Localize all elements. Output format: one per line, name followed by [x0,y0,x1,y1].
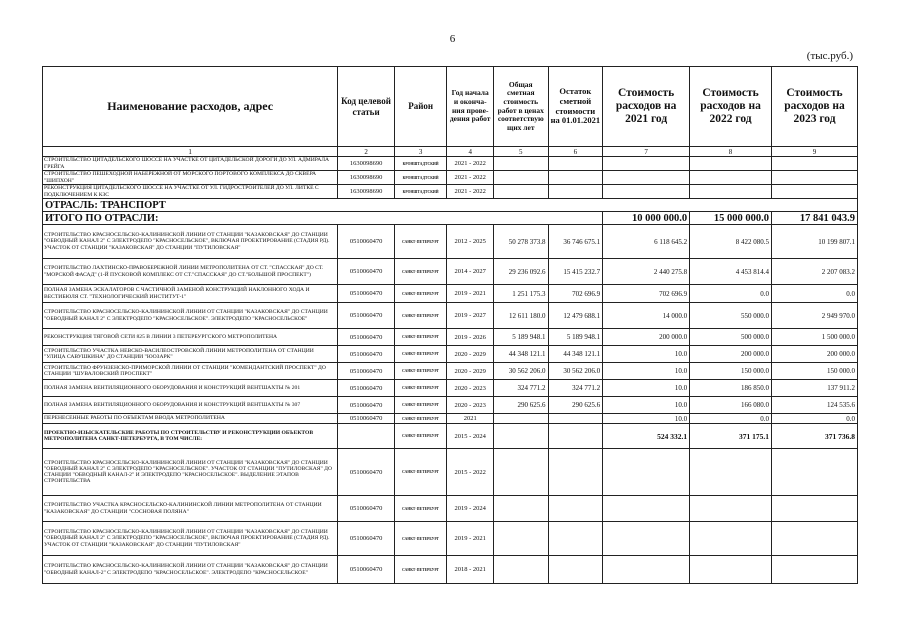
row-remaining-cost: 702 696.9 [548,285,603,303]
row-years: 2020 - 2023 [447,397,494,414]
row-district: САНКТ-ПЕТЕРБУРГ [394,522,447,556]
table-row [43,185,858,199]
row-years: 2019 - 2027 [447,303,494,329]
row-total-cost: 5 189 948.1 [493,329,548,346]
table-row [43,259,858,285]
row-years: 2021 - 2022 [447,171,494,185]
table-row [43,157,858,171]
row-cost-2021 [603,171,690,185]
row-cost-2022: 0.0 [690,414,772,424]
row-code: 0510060470 [338,225,395,259]
row-district: САНКТ-ПЕТЕРБУРГ [394,285,447,303]
row-name: СТРОИТЕЛЬСТВО УЧАСТКА КРАСНОСЕЛЬСКО-КАЛИНИНСКОЙ ЛИНИИ МЕТРОПОЛИТЕНА ОТ СТАНЦИИ "КАЗАКОВСКАЯ" ДО СТАНЦИИ "СОСНОВАЯ ПОЛЯНА" [43,496,338,522]
row-name: СТРОИТЕЛЬСТВО ЦИТАДЕЛЬСКОГО ШОССЕ НА УЧАСТКЕ ОТ ЦИТАДЕЛЬСКОЙ ДОРОГИ ДО УЛ. АДМИРАЛА ГРЕЙГА [43,157,338,171]
row-cost-2021: 10.0 [603,363,690,380]
row-cost-2021: 10.0 [603,380,690,397]
row-remaining-cost [548,449,603,496]
row-name: ПОЛНАЯ ЗАМЕНА ЭСКАЛАТОРОВ С ЧАСТИЧНОЙ ЗАМЕНОЙ КОНСТРУКЦИЙ НАКЛОННОГО ХОДА И ВЕСТИБЮЛЯ СТ. "ТЕХНОЛОГИЧЕСКИЙ ИНСТИТУТ-1" [43,285,338,303]
row-cost-2023 [771,185,857,199]
row-cost-2021: 10.0 [603,346,690,363]
total-2022: 15 000 000.0 [690,212,772,225]
row-code: 0510060470 [338,363,395,380]
row-remaining-cost [548,424,603,449]
section-row [43,199,858,212]
row-cost-2022: 166 080.0 [690,397,772,414]
row-total-cost [493,522,548,556]
row-cost-2022 [690,157,772,171]
row-district: САНКТ-ПЕТЕРБУРГ [394,414,447,424]
row-cost-2021: 14 000.0 [603,303,690,329]
row-cost-2022 [690,556,772,584]
row-cost-2023: 10 199 807.1 [771,225,857,259]
row-remaining-cost [548,171,603,185]
column-number: 1 [43,147,338,157]
row-cost-2023: 2 207 083.2 [771,259,857,285]
row-district: КРОНШТАДТСКИЙ [394,185,447,199]
row-code: 0510060470 [338,449,395,496]
table-row [43,449,858,496]
row-code: 1630098690 [338,171,395,185]
row-name: СТРОИТЕЛЬСТВО ПЕШЕХОДНОЙ НАБЕРЕЖНОЙ ОТ МОРСКОГО ПОРТОВОГО КОМПЛЕКСА ДО СКВЕРА "ШИПХОН" [43,171,338,185]
budget-table [42,66,858,584]
table-row [43,397,858,414]
row-code: 0510060470 [338,414,395,424]
row-name: СТРОИТЕЛЬСТВО КРАСНОСЕЛЬСКО-КАЛИНИНСКОЙ ЛИНИИ ОТ СТАНЦИИ "КАЗАКОВСКАЯ" ДО СТАНЦИИ "ОБВОДНЫЙ КАНАЛ 2" С ЭЛЕКТРОДЕПО "КРАСНОСЕЛЬСКОЕ". ЭЛЕКТРОДЕПО "КРАСНОСЕЛЬСКОЕ" [43,303,338,329]
row-years: 2018 - 2021 [447,556,494,584]
row-code: 0510060470 [338,303,395,329]
header-code: Код целевой статьи [338,67,395,147]
row-years: 2019 - 2024 [447,496,494,522]
row-cost-2023 [771,496,857,522]
row-name: ПОЛНАЯ ЗАМЕНА ВЕНТИЛЯЦИОННОГО ОБОРУДОВАНИЯ И КОНСТРУКЦИЙ ВЕНТШАХТЫ № 307 [43,397,338,414]
unit-label: (тыс.руб.) [806,50,853,62]
column-number-row [43,147,858,157]
section-title: ОТРАСЛЬ: ТРАНСПОРТ [43,199,858,212]
row-total-cost: 44 348 121.1 [493,346,548,363]
row-district: САНКТ-ПЕТЕРБУРГ [394,380,447,397]
row-total-cost: 12 611 180.0 [493,303,548,329]
row-cost-2023 [771,171,857,185]
row-remaining-cost: 44 348 121.1 [548,346,603,363]
row-total-cost: 29 236 092.6 [493,259,548,285]
row-years: 2012 - 2025 [447,225,494,259]
row-total-cost [493,157,548,171]
row-total-cost: 1 251 175.3 [493,285,548,303]
row-cost-2022 [690,171,772,185]
table-row [43,496,858,522]
table-row [43,225,858,259]
row-district: САНКТ-ПЕТЕРБУРГ [394,424,447,449]
row-district: САНКТ-ПЕТЕРБУРГ [394,329,447,346]
row-cost-2023: 0.0 [771,414,857,424]
row-district: КРОНШТАДТСКИЙ [394,171,447,185]
table-row [43,522,858,556]
column-number: 4 [447,147,494,157]
row-cost-2022: 500 000.0 [690,329,772,346]
header-district: Район [394,67,447,147]
row-total-cost [493,414,548,424]
row-cost-2022: 150 000.0 [690,363,772,380]
row-years: 2019 - 2021 [447,522,494,556]
row-name: ПРОЕКТНО-ИЗЫСКАТЕЛЬСКИЕ РАБОТЫ ПО СТРОИТЕЛЬСТВУ И РЕКОНСТРУКЦИИ ОБЪЕКТОВ МЕТРОПОЛИТЕНА САНКТ-ПЕТЕРБУРГА, В ТОМ ЧИСЛЕ: [43,424,338,449]
header-years: Год начала и оконча-ния прове-дения работ [447,67,494,147]
row-total-cost [493,185,548,199]
row-years: 2019 - 2021 [447,285,494,303]
row-name: ПЕРЕНЕСЕННЫЕ РАБОТЫ ПО ОБЪЕКТАМ ВВОДА МЕТРОПОЛИТЕНА [43,414,338,424]
row-cost-2022 [690,185,772,199]
row-remaining-cost [548,157,603,171]
row-name: СТРОИТЕЛЬСТВО КРАСНОСЕЛЬСКО-КАЛИНИНСКОЙ ЛИНИИ ОТ СТАНЦИИ "КАЗАКОВСКАЯ" ДО СТАНЦИИ "ОБВОДНЫЙ КАНАЛ 2" С ЭЛЕКТРОДЕПО "КРАСНОСЕЛЬСКОЕ", ВКЛЮЧАЯ ПРОЕКТИРОВАНИЕ (СТАДИЯ РД). УЧАСТОК ОТ СТАНЦИИ "КАЗАКОВСКАЯ" ДО СТАНЦИИ "ПУТИЛОВСКАЯ" [43,522,338,556]
row-cost-2022: 550 000.0 [690,303,772,329]
row-cost-2023: 124 535.6 [771,397,857,414]
row-name: СТРОИТЕЛЬСТВО УЧАСТКА НЕВСКО-ВАСИЛЕОСТРОВСКОЙ ЛИНИИ МЕТРОПОЛИТЕНА ОТ СТАНЦИИ "УЛИЦА САВУШКИНА" ДО СТАНЦИИ "ЮОЗАРК" [43,346,338,363]
page-number: 6 [449,33,456,45]
table-row [43,346,858,363]
row-cost-2021 [603,449,690,496]
row-total-cost [493,424,548,449]
row-cost-2022 [690,496,772,522]
row-district: САНКТ-ПЕТЕРБУРГ [394,496,447,522]
row-cost-2021 [603,496,690,522]
row-years: 2019 - 2026 [447,329,494,346]
row-cost-2021: 2 440 275.8 [603,259,690,285]
row-remaining-cost: 30 562 206.0 [548,363,603,380]
row-district: КРОНШТАДТСКИЙ [394,157,447,171]
row-name: СТРОИТЕЛЬСТВО ЛАХТИНСКО-ПРАВОБЕРЕЖНОЙ ЛИНИИ МЕТРОПОЛИТЕНА ОТ СТ. "СПАССКАЯ" ДО СТ. "МОРСКОЙ ФАСАД" (1-Й ПУСКОВОЙ КОМПЛЕКС ОТ СТ."СПАССКАЯ" ДО СТ."БОЛЬШОЙ ПРОСПЕКТ") [43,259,338,285]
row-remaining-cost [548,556,603,584]
row-code: 0510060470 [338,346,395,363]
row-years: 2020 - 2029 [447,346,494,363]
row-code: 0510060470 [338,397,395,414]
row-code: 0510060470 [338,285,395,303]
total-2023: 17 841 043.9 [771,212,857,225]
row-total-cost: 30 562 206.0 [493,363,548,380]
row-total-cost: 290 625.6 [493,397,548,414]
row-remaining-cost [548,496,603,522]
row-cost-2021 [603,185,690,199]
row-total-cost: 50 278 373.8 [493,225,548,259]
row-cost-2022: 8 422 080.5 [690,225,772,259]
row-code: 0510060470 [338,259,395,285]
row-years: 2014 - 2027 [447,259,494,285]
row-total-cost [493,496,548,522]
row-remaining-cost: 12 479 688.1 [548,303,603,329]
header-name: Наименование расходов, адрес [43,67,338,147]
row-total-cost: 324 771.2 [493,380,548,397]
column-number: 7 [603,147,690,157]
row-remaining-cost: 324 771.2 [548,380,603,397]
column-number: 3 [394,147,447,157]
row-cost-2021: 6 118 645.2 [603,225,690,259]
row-name: РЕКОНСТРУКЦИЯ ТЯГОВОЙ СЕТИ 825 В ЛИНИИ 3 ПЕТЕРБУРГСКОГО МЕТРОПОЛИТЕНА [43,329,338,346]
row-cost-2023: 150 000.0 [771,363,857,380]
header-cost-2023: Стоимость расходов на 2023 год [771,67,857,147]
row-years: 2021 [447,414,494,424]
row-cost-2021: 200 000.0 [603,329,690,346]
row-cost-2023: 200 000.0 [771,346,857,363]
row-cost-2023 [771,157,857,171]
row-years: 2015 - 2022 [447,449,494,496]
table-row [43,285,858,303]
row-cost-2021: 10.0 [603,397,690,414]
column-number: 2 [338,147,395,157]
row-district: САНКТ-ПЕТЕРБУРГ [394,259,447,285]
row-cost-2023: 1 500 000.0 [771,329,857,346]
row-name: СТРОИТЕЛЬСТВО ФРУНЗЕНСКО-ПРИМОРСКОЙ ЛИНИИ ОТ СТАНЦИИ "КОМЕНДАНТСКИЙ ПРОСПЕКТ" ДО СТАНЦИИ "ШУВАЛОВСКИЙ ПРОСПЕКТ" [43,363,338,380]
row-remaining-cost: 15 415 232.7 [548,259,603,285]
row-cost-2022 [690,522,772,556]
row-name: СТРОИТЕЛЬСТВО КРАСНОСЕЛЬСКО-КАЛИНИНСКОЙ ЛИНИИ ОТ СТАНЦИИ "КАЗАКОВСКАЯ" ДО СТАНЦИИ "ОБВОДНЫЙ КАНАЛ 2" С ЭЛЕКТРОДЕПО "КРАСНОСЕЛЬСКОЕ". УЧАСТОК ОТ СТАНЦИИ "ПУТИЛОВСКАЯ" ДО СТАНЦИИ "ОБВОДНЫЙ КАНАЛ-2" И ЭЛЕКТРОДЕПО "КРАСНОСЕЛЬСКОЕ". ВЫДЕЛЕНИЕ ЭТАПОВ СТРОИТЕЛЬСТВА [43,449,338,496]
total-row [43,212,858,225]
row-code: 0510060470 [338,522,395,556]
row-cost-2022 [690,449,772,496]
row-cost-2023: 2 949 970.0 [771,303,857,329]
row-cost-2022: 4 453 814.4 [690,259,772,285]
row-cost-2022: 200 000.0 [690,346,772,363]
row-years: 2020 - 2023 [447,380,494,397]
row-cost-2021: 524 332.1 [603,424,690,449]
main-rows [43,225,858,584]
row-district: САНКТ-ПЕТЕРБУРГ [394,363,447,380]
row-name: СТРОИТЕЛЬСТВО КРАСНОСЕЛЬСКО-КАЛИНИНСКОЙ ЛИНИИ ОТ СТАНЦИИ "КАЗАКОВСКАЯ" ДО СТАНЦИИ "ОБВОДНЫЙ КАНАЛ 2" С ЭЛЕКТРОДЕПО "КРАСНОСЕЛЬСКОЕ", ВКЛЮЧАЯ ПРОЕКТИРОВАНИЕ (СТАДИЯ РД). УЧАСТОК ОТ СТАНЦИИ "КАЗАКОВСКАЯ" ДО СТАНЦИИ "ПУТИЛОВСКАЯ" [43,225,338,259]
row-cost-2022: 371 175.1 [690,424,772,449]
row-code [338,424,395,449]
row-cost-2022: 186 850.0 [690,380,772,397]
row-cost-2021 [603,522,690,556]
row-cost-2023 [771,556,857,584]
row-cost-2023: 0.0 [771,285,857,303]
row-district: САНКТ-ПЕТЕРБУРГ [394,225,447,259]
column-number: 5 [493,147,548,157]
row-name: ПОЛНАЯ ЗАМЕНА ВЕНТИЛЯЦИОННОГО ОБОРУДОВАНИЯ И КОНСТРУКЦИЙ ВЕНТШАХТЫ № 201 [43,380,338,397]
column-number: 8 [690,147,772,157]
row-code: 0510060470 [338,496,395,522]
row-cost-2021 [603,556,690,584]
row-remaining-cost [548,522,603,556]
row-cost-2021 [603,157,690,171]
header-total-cost: Общая сметная стоимость работ в ценах соответствую щих лет [493,67,548,147]
table-row [43,424,858,449]
row-years: 2021 - 2022 [447,157,494,171]
table-row [43,329,858,346]
row-total-cost [493,449,548,496]
row-code: 1630098690 [338,185,395,199]
header-cost-2022: Стоимость расходов на 2022 год [690,67,772,147]
table-row [43,363,858,380]
table-row [43,414,858,424]
column-number: 6 [548,147,603,157]
row-years: 2015 - 2024 [447,424,494,449]
header-cost-2021: Стоимость расходов на 2021 год [603,67,690,147]
row-remaining-cost [548,185,603,199]
header-row [43,67,858,147]
row-district: САНКТ-ПЕТЕРБУРГ [394,303,447,329]
row-cost-2021: 702 696.9 [603,285,690,303]
row-total-cost [493,171,548,185]
row-cost-2021: 10.0 [603,414,690,424]
row-remaining-cost: 290 625.6 [548,397,603,414]
total-label: ИТОГО ПО ОТРАСЛИ: [43,212,603,225]
header-remaining-cost: Остаток сметной стоимости на 01.01.2021 [548,67,603,147]
row-years: 2021 - 2022 [447,185,494,199]
row-cost-2023 [771,522,857,556]
row-name: СТРОИТЕЛЬСТВО КРАСНОСЕЛЬСКО-КАЛИНИНСКОЙ ЛИНИИ ОТ СТАНЦИИ "КАЗАКОВСКАЯ" ДО СТАНЦИИ "ОБВОДНЫЙ КАНАЛ-2" С ЭЛЕКТРОДЕПО "КРАСНОСЕЛЬСКОЕ". ЭЛЕКТРОДЕПО "КРАСНОСЕЛЬСКОЕ" [43,556,338,584]
row-code: 0510060470 [338,556,395,584]
row-cost-2023 [771,449,857,496]
row-years: 2020 - 2029 [447,363,494,380]
row-code: 1630098690 [338,157,395,171]
row-code: 0510060470 [338,329,395,346]
column-number: 9 [771,147,857,157]
row-cost-2023: 137 911.2 [771,380,857,397]
table-row [43,303,858,329]
row-code: 0510060470 [338,380,395,397]
row-district: САНКТ-ПЕТЕРБУРГ [394,556,447,584]
row-name: РЕКОНСТРУКЦИЯ ЦИТАДЕЛЬСКОГО ШОССЕ НА УЧАСТКЕ ОТ УЛ. ГИДРОСТРОИТЕЛЕЙ ДО УЛ. ЛИТКЕ С ПОДКЛЮЧЕНИЕМ К КЗС [43,185,338,199]
row-district: САНКТ-ПЕТЕРБУРГ [394,449,447,496]
row-district: САНКТ-ПЕТЕРБУРГ [394,346,447,363]
table-row [43,556,858,584]
row-cost-2022: 0.0 [690,285,772,303]
table-row [43,171,858,185]
row-district: САНКТ-ПЕТЕРБУРГ [394,397,447,414]
row-remaining-cost: 5 189 948.1 [548,329,603,346]
row-remaining-cost [548,414,603,424]
total-2021: 10 000 000.0 [603,212,690,225]
row-remaining-cost: 36 746 675.1 [548,225,603,259]
row-cost-2023: 371 736.8 [771,424,857,449]
row-total-cost [493,556,548,584]
table-row [43,380,858,397]
